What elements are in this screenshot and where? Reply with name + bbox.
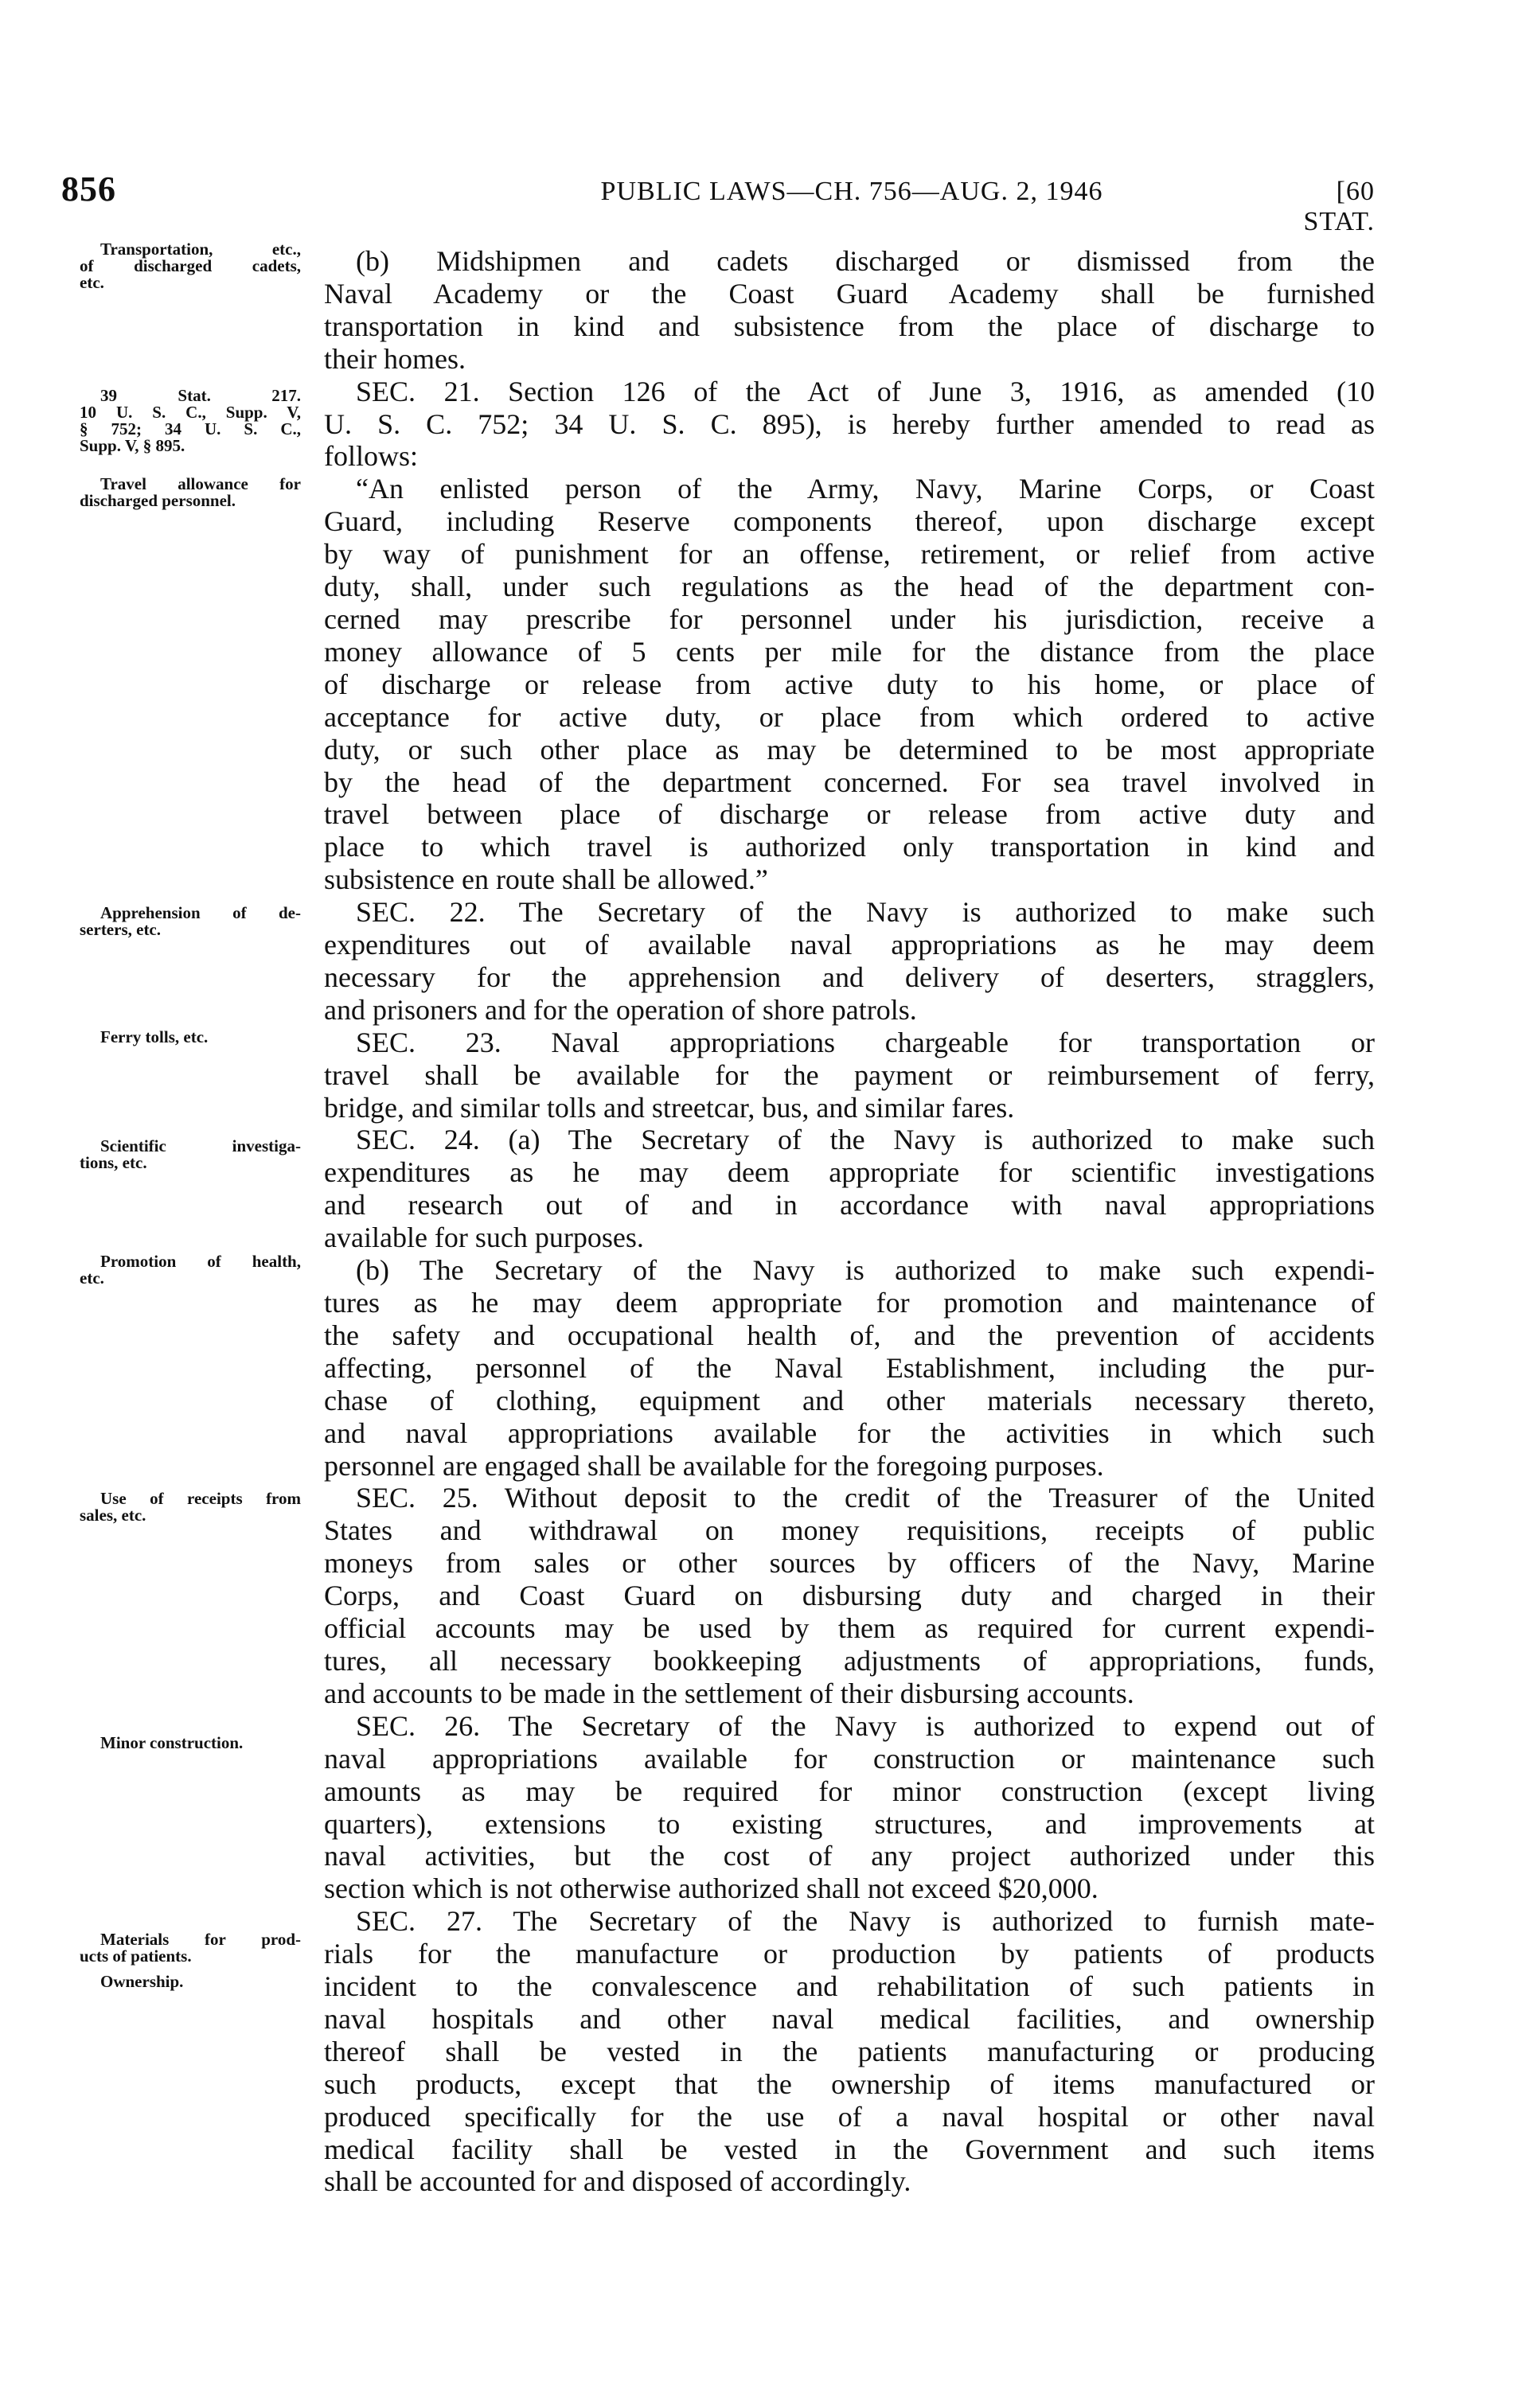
text-line: naval appropriations available for construction or maintenance such	[324, 1742, 1375, 1775]
margin-note-line: Use of receipts from	[100, 1489, 301, 1508]
text-line: money allowance of 5 cents per mile for the distance from the place	[324, 635, 1375, 668]
text-line: U. S. C. 752; 34 U. S. C. 895), is hereby further amended to read as	[324, 407, 1375, 440]
paragraph	[324, 1905, 1375, 2198]
text-line: follows:	[324, 440, 419, 473]
text-line: transportation in kind and subsistence from the place of discharge to	[324, 310, 1375, 342]
margin-note	[80, 1931, 301, 1965]
paragraph	[324, 376, 1375, 473]
text-line: their homes.	[324, 342, 466, 375]
text-line: and research out of and in accordance with naval appropriations	[324, 1189, 1375, 1222]
text-line: SEC. 26. The Secretary of the Navy is authorized to expend out of	[356, 1709, 1375, 1742]
text-line: travel shall be available for the payment or reimbursement of ferry,	[324, 1058, 1375, 1091]
text-line: SEC. 23. Naval appropriations chargeable for transportation or	[356, 1026, 1375, 1058]
margin-note	[80, 1490, 301, 1524]
text-line: SEC. 21. Section 126 of the Act of June 3, 1916, as amended (10	[356, 375, 1375, 407]
text-line: States and withdrawal on money requisitions, receipts of public	[324, 1514, 1375, 1547]
text-line: Guard, including Reserve components thereof, upon discharge except	[324, 505, 1375, 538]
margin-note-line: ucts of patients.	[80, 1946, 192, 1966]
text-line: subsistence en route shall be allowed.”	[324, 863, 768, 896]
text-line: personnel are engaged shall be available for the foregoing purposes.	[324, 1449, 1104, 1482]
margin-note-line: tions, etc.	[80, 1153, 147, 1172]
text-line: quarters), extensions to existing structures, and improvements at	[324, 1807, 1375, 1840]
margin-note-line: Travel allowance for	[100, 474, 301, 493]
margin-note-line: Ferry tolls, etc.	[100, 1027, 209, 1046]
text-line: acceptance for active duty, or place from which ordered to active	[324, 700, 1375, 733]
text-line: cerned may prescribe for personnel under his jurisdiction, receive a	[324, 602, 1375, 635]
text-line: by way of punishment for an offense, retirement, or relief from active	[324, 538, 1375, 571]
text-line: travel between place of discharge or release from active duty and	[324, 798, 1375, 831]
text-line: by the head of the department concerned. For sea travel involved in	[324, 766, 1375, 798]
running-head: PUBLIC LAWS—CH. 756—AUG. 2, 1946	[600, 177, 1103, 206]
margin-note	[80, 1138, 301, 1171]
text-line: chase of clothing, equipment and other materials necessary thereto,	[324, 1384, 1375, 1416]
margin-note-line: serters, etc.	[80, 920, 162, 939]
margin-note-line: 39 Stat. 217.	[100, 386, 301, 405]
text-line: place to which travel is authorized only transportation in kind and	[324, 831, 1375, 863]
text-line: thereof shall be vested in the patients manufacturing or producing	[324, 2035, 1375, 2067]
text-line: produced specifically for the use of a naval hospital or other naval	[324, 2100, 1375, 2133]
text-line: (b) The Secretary of the Navy is authorized to make such expendi-	[356, 1254, 1375, 1287]
margin-note-line: Transportation, etc.,	[100, 240, 301, 259]
text-line: duty, shall, under such regulations as the head of the department con-	[324, 571, 1375, 603]
margin-note-line: Ownership.	[100, 1972, 184, 1991]
margin-note	[80, 1974, 301, 1990]
margin-note-line: Scientific investiga-	[100, 1136, 301, 1155]
margin-note	[80, 905, 301, 938]
text-line: the safety and occupational health of, and the prevention of accidents	[324, 1319, 1375, 1351]
text-line: and naval appropriations available for the activities in which such	[324, 1416, 1375, 1449]
page-number: 856	[61, 169, 116, 208]
paragraph	[324, 245, 1375, 376]
margin-note	[80, 241, 301, 291]
paragraph	[324, 1710, 1375, 1905]
paragraph	[324, 1482, 1375, 1709]
text-line: naval activities, but the cost of any project authorized under this	[324, 1840, 1375, 1872]
text-line: available for such purposes.	[324, 1222, 644, 1254]
text-line: and accounts to be made in the settlement of their disbursing accounts.	[324, 1677, 1134, 1709]
text-line: tures, all necessary bookkeeping adjustments of appropriations, funds,	[324, 1644, 1375, 1677]
text-line: “An enlisted person of the Army, Navy, Marine Corps, or Coast	[356, 473, 1375, 505]
margin-note	[80, 476, 301, 509]
text-line: Corps, and Coast Guard on disbursing duty and charged in their	[324, 1580, 1375, 1612]
text-line: affecting, personnel of the Naval Establishment, including the pur-	[324, 1351, 1375, 1384]
text-line: expenditures as he may deem appropriate for scientific investigations	[324, 1156, 1375, 1189]
text-line: medical facility shall be vested in the Government and such items	[324, 2133, 1375, 2165]
margin-note-line: § 752; 34 U. S. C.,	[80, 419, 301, 438]
text-line: such products, except that the ownership of items manufactured or	[324, 2067, 1375, 2100]
margin-note-line: of discharged cadets,	[80, 256, 301, 275]
text-line: duty, or such other place as may be determined to be most appropriate	[324, 733, 1375, 766]
text-line: and prisoners and for the operation of shore patrols.	[324, 993, 917, 1026]
text-line: SEC. 25. Without deposit to the credit of the Treasurer of the United	[356, 1482, 1375, 1514]
text-line: moneys from sales or other sources by officers of the Navy, Marine	[324, 1547, 1375, 1580]
paragraph	[324, 896, 1375, 1027]
paragraph	[324, 1124, 1375, 1254]
margin-note-line: etc.	[80, 273, 104, 292]
margin-note-line: Minor construction.	[100, 1733, 244, 1752]
text-line: of discharge or release from active duty to his home, or place of	[324, 668, 1375, 700]
text-line: Naval Academy or the Coast Guard Academy shall be furnished	[324, 277, 1375, 310]
paragraph	[324, 1254, 1375, 1482]
text-line: SEC. 22. The Secretary of the Navy is authorized to make such	[356, 896, 1375, 929]
text-line: (b) Midshipmen and cadets discharged or dismissed from the	[356, 245, 1375, 277]
text-line: expenditures out of available naval appropriations as he may deem	[324, 929, 1375, 961]
margin-note-line: Apprehension of de-	[100, 903, 301, 922]
text-line: rials for the manufacture or production by patients of products	[324, 1938, 1375, 1970]
text-line: SEC. 27. The Secretary of the Navy is authorized to furnish mate-	[356, 1905, 1375, 1938]
margin-note-line: sales, etc.	[80, 1506, 146, 1525]
text-line: bridge, and similar tolls and streetcar, bus, and similar fares.	[324, 1091, 1015, 1124]
text-line: necessary for the apprehension and delivery of deserters, stragglers,	[324, 960, 1375, 993]
margin-note-line: 10 U. S. C., Supp. V,	[80, 403, 301, 422]
body-text	[324, 245, 1375, 2198]
text-line: section which is not otherwise authorized shall not exceed $20,000.	[324, 1872, 1099, 1905]
margin-note-line: Promotion of health,	[100, 1252, 301, 1271]
text-line: naval hospitals and other naval medical facilities, and ownership	[324, 2002, 1375, 2035]
volume-reference: [60 STAT.	[1303, 177, 1375, 236]
margin-note	[80, 388, 301, 454]
margin-note	[80, 1735, 301, 1751]
text-line: official accounts may be used by them as required for current expendi-	[324, 1612, 1375, 1645]
margin-note-line: Supp. V, § 895.	[80, 436, 185, 455]
margin-note	[80, 1253, 301, 1287]
paragraph	[324, 473, 1375, 896]
text-line: amounts as may be required for minor construction (except living	[324, 1775, 1375, 1807]
margin-note-line: etc.	[80, 1268, 104, 1288]
text-line: SEC. 24. (a) The Secretary of the Navy is authorized to make such	[356, 1124, 1375, 1156]
margin-note	[80, 1029, 301, 1046]
margin-note-line: discharged personnel.	[80, 491, 236, 510]
text-line: incident to the convalescence and rehabilitation of such patients in	[324, 1970, 1375, 2003]
text-line: tures as he may deem appropriate for promotion and maintenance of	[324, 1287, 1375, 1319]
margin-note-line: Materials for prod-	[100, 1930, 301, 1949]
paragraph	[324, 1027, 1375, 1124]
text-line: shall be accounted for and disposed of accordingly.	[324, 2165, 911, 2198]
